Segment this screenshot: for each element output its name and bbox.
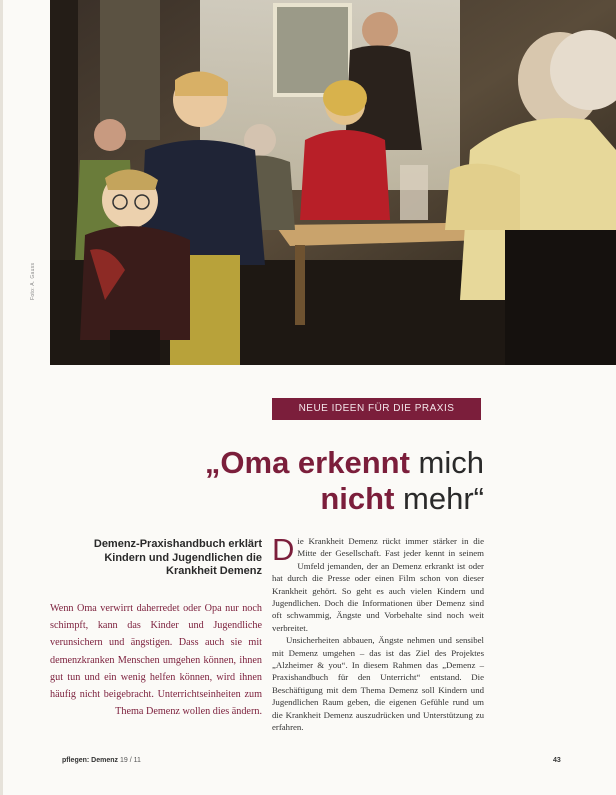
drop-cap: D [272, 532, 295, 567]
page-edge [0, 0, 3, 795]
footer-magazine-name: pflegen: Demenz [62, 757, 119, 764]
article-body [272, 532, 484, 734]
article-photo [50, 0, 616, 365]
article-lede: Wenn Oma verwirrt daherredet oder Opa nur noch schimpft, kann das Kinder und Jugendliche verunsichern und ängstigen. Dass auch sie mit demenzkranken Menschen umgehen können, ihnen gut tun und ein wenig helfen können, wird ihnen häufig nicht beigebracht. Unterrichtseinheiten zum Thema Demenz wollen dies ändern. [50, 603, 262, 718]
headline-highlight-1: „Oma erkennt [204, 445, 410, 480]
headline-highlight-2: nicht [320, 481, 395, 516]
article-subhead: Demenz-Praxishandbuch erklärt Kindern und Jugendlichen die Krankheit Demenz [93, 538, 262, 578]
footer-issue: 19 / 11 [118, 757, 141, 764]
headline-rest-1: mich [409, 445, 484, 480]
article-headline [44, 445, 484, 517]
footer-magazine [62, 757, 141, 764]
page-number: 43 [553, 757, 561, 764]
body-paragraph-1-text: ie Krankheit Demenz rückt immer stärker in die Mitte der Gesellschaft. Fast jeder kennt in seinem Umfeld jemanden, der an Demenz erkrankt ist oder hat durch die Presse oder einen Film schon von dieser Krankheit gehört. So geht es auch vielen Kindern und Jugendlichen. Doch die Informationen über Demenz sind oft schwammig, Ängste und Vorbehalte sind noch weit verbreitet. [272, 536, 484, 633]
photo-illustration [50, 0, 616, 365]
headline-line-2 [44, 481, 484, 517]
photo-credit: Foto: A. Gauss [30, 262, 36, 300]
headline-line-1 [44, 445, 484, 481]
body-paragraph-2: Unsicherheiten abbauen, Ängste nehmen und sensibel mit Demenz umgehen – das ist das Ziel des Projektes „Alzheimer & you“. In diesem Rahmen das „Demenz – Praxishandbuch für den Unterricht“ entstand. Die Beschäftigung mit dem Thema Demenz soll Kindern und Jugendlichen Raum geben, die eigenen Gefühle rund um die Krankheit Demenz auszudrücken und Unterstützung zu erfahren. [272, 635, 484, 733]
headline-rest-2: mehr“ [394, 481, 484, 516]
body-paragraph-1 [272, 532, 484, 634]
section-rubric: NEUE IDEEN FÜR DIE PRAXIS [272, 398, 481, 420]
